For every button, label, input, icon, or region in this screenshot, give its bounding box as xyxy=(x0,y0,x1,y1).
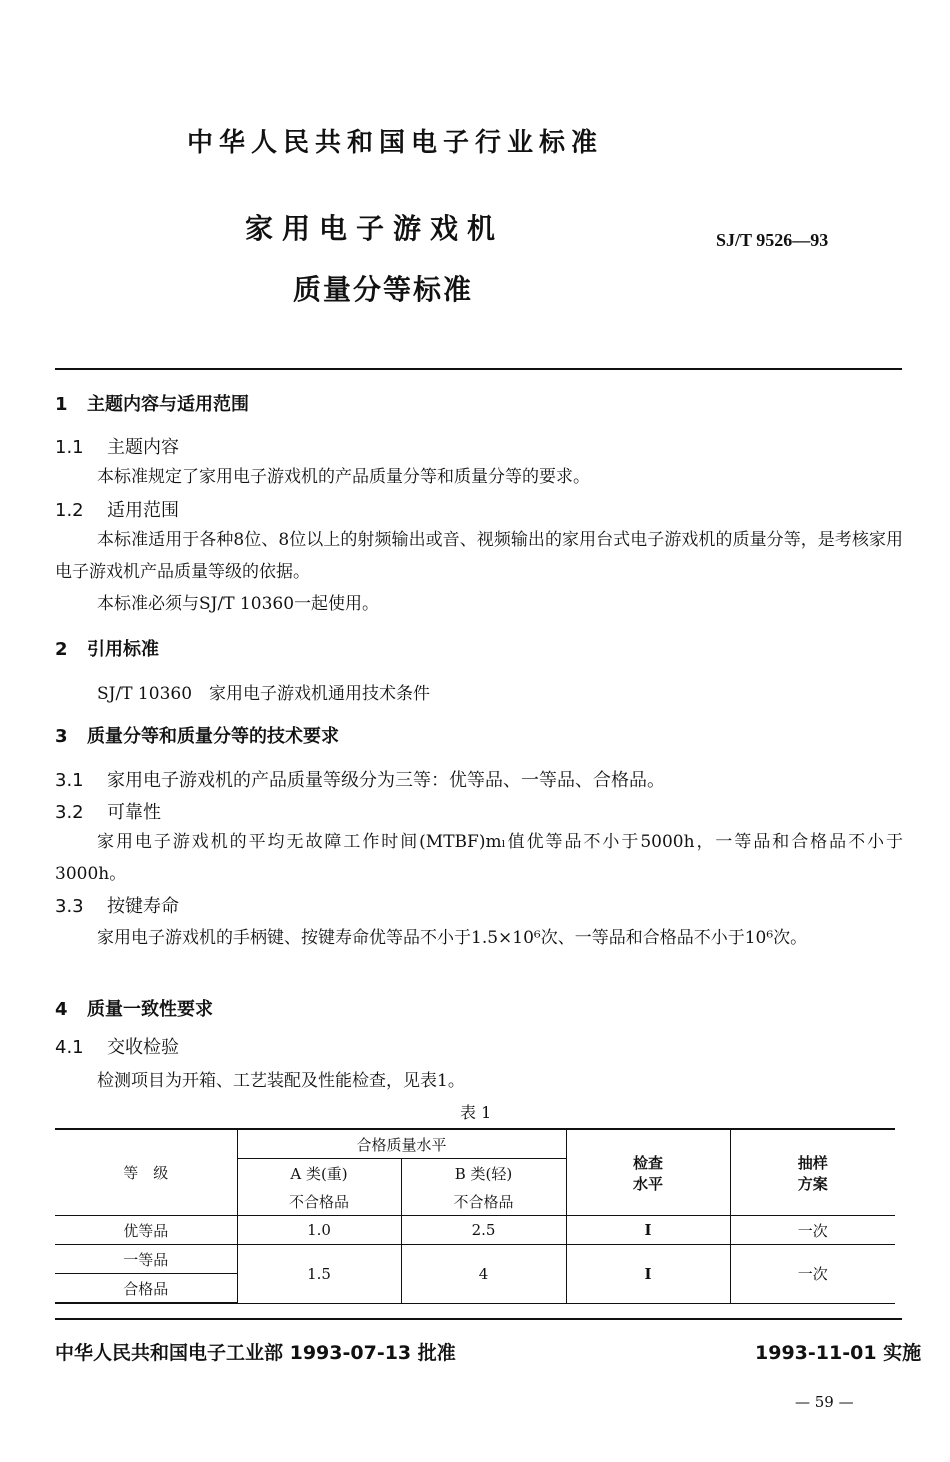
section-4-1-heading xyxy=(55,1033,179,1059)
section-3-3-text: 家用电子游戏机的手柄键、按键寿命优等品不小于1.5×10⁶次、一等品和合格品不小于10⁶次。 xyxy=(97,928,808,948)
inspection-label-1: 检查 xyxy=(632,1153,663,1172)
section-1-2-heading xyxy=(55,496,179,522)
section-title: 交收检验 xyxy=(107,1037,179,1058)
section-3-3-heading xyxy=(55,892,179,918)
table-header-nonconforming-a: 不合格品 xyxy=(237,1187,401,1216)
table-caption: 表 1 xyxy=(460,1103,492,1122)
table-header-b-class: B 类(轻) xyxy=(401,1159,566,1188)
implementation-date: 1993-11-01 实施 xyxy=(755,1342,922,1364)
table-cell-a: 1.5 xyxy=(237,1245,401,1304)
section-4-heading xyxy=(55,995,213,1021)
section-1-heading xyxy=(55,390,249,416)
table-header-aql: 合格质量水平 xyxy=(237,1129,566,1159)
standard-code: SJ/T 9526—93 xyxy=(716,230,829,250)
section-number: 3.2 xyxy=(55,802,84,823)
table-cell-a: 1.0 xyxy=(237,1216,401,1245)
reference-standard: SJ/T 10360 家用电子游戏机通用技术条件 xyxy=(97,684,431,704)
table-cell-grade: 一等品 xyxy=(55,1245,237,1274)
sampling-label-2: 方案 xyxy=(797,1174,828,1193)
table-header-row xyxy=(55,1129,895,1159)
section-title: 质量一致性要求 xyxy=(87,999,213,1020)
section-2-heading xyxy=(55,635,159,661)
section-title: 主题内容与适用范围 xyxy=(87,394,249,415)
section-title: 可靠性 xyxy=(107,802,161,823)
table-cell-plan: 一次 xyxy=(730,1216,895,1245)
header-rule xyxy=(55,368,902,370)
quality-table xyxy=(55,1128,895,1304)
section-number: 3 xyxy=(55,726,68,747)
section-3-heading xyxy=(55,722,339,748)
section-number: 1 xyxy=(55,394,68,415)
section-text: 家用电子游戏机的产品质量等级分为三等：优等品、一等品、合格品。 xyxy=(107,770,665,791)
section-title: 质量分等和质量分等的技术要求 xyxy=(87,726,339,747)
sampling-label-1: 抽样 xyxy=(797,1153,828,1172)
table-header-sampling-plan xyxy=(730,1129,895,1216)
section-3-2-text: 家用电子游戏机的平均无故障工作时间(MTBF)mₗ值优等品不小于5000h，一等品和合格品不小于3000h。 xyxy=(55,832,903,884)
section-title: 引用标准 xyxy=(87,639,159,660)
section-number: 4.1 xyxy=(55,1037,84,1058)
table-header-a-class: A 类(重) xyxy=(237,1159,401,1188)
section-number: 2 xyxy=(55,639,68,660)
section-title: 主题内容 xyxy=(107,437,179,458)
org-title: 中华人民共和国电子行业标准 xyxy=(186,128,603,158)
section-1-1-heading xyxy=(55,433,179,459)
table-header-inspection-level xyxy=(566,1129,730,1216)
section-number: 1.1 xyxy=(55,437,84,458)
section-1-2-text: 本标准适用于各种8位、8位以上的射频输出或音、视频输出的家用台式电子游戏机的质量分等，是考核家用电子游戏机产品质量等级的依据。 xyxy=(55,530,903,582)
document-title-line1: 家用电子游戏机 xyxy=(245,212,505,245)
footer-rule xyxy=(55,1318,902,1320)
section-3-1-line xyxy=(55,766,665,792)
section-number: 4 xyxy=(55,999,68,1020)
table-cell-level: Ⅰ xyxy=(566,1245,730,1304)
table-cell-grade: 合格品 xyxy=(55,1274,237,1304)
section-1-1-text: 本标准规定了家用电子游戏机的产品质量分等和质量分等的要求。 xyxy=(97,467,590,487)
section-4-1-text: 检测项目为开箱、工艺装配及性能检查，见表1。 xyxy=(97,1071,465,1091)
table-row xyxy=(55,1245,895,1274)
table-cell-grade: 优等品 xyxy=(55,1216,237,1245)
section-number: 1.2 xyxy=(55,500,84,521)
page-number: — 59 — xyxy=(795,1393,854,1411)
table-cell-level: Ⅰ xyxy=(566,1216,730,1245)
table-row xyxy=(55,1216,895,1245)
section-1-2-text2: 本标准必须与SJ/T 10360一起使用。 xyxy=(97,594,380,614)
section-title: 适用范围 xyxy=(107,500,179,521)
table-cell-b: 2.5 xyxy=(401,1216,566,1245)
section-3-2-heading xyxy=(55,798,161,824)
table-header-nonconforming-b: 不合格品 xyxy=(401,1187,566,1216)
table-cell-plan: 一次 xyxy=(730,1245,895,1304)
table-header-grade: 等 级 xyxy=(55,1129,237,1216)
document-title-line2: 质量分等标准 xyxy=(293,273,474,306)
table-cell-b: 4 xyxy=(401,1245,566,1304)
inspection-label-2: 水平 xyxy=(632,1174,663,1193)
section-number: 3.1 xyxy=(55,770,84,791)
approval-line: 中华人民共和国电子工业部 1993-07-13 批准 xyxy=(55,1342,456,1364)
section-title: 按键寿命 xyxy=(107,896,179,917)
section-number: 3.3 xyxy=(55,896,84,917)
